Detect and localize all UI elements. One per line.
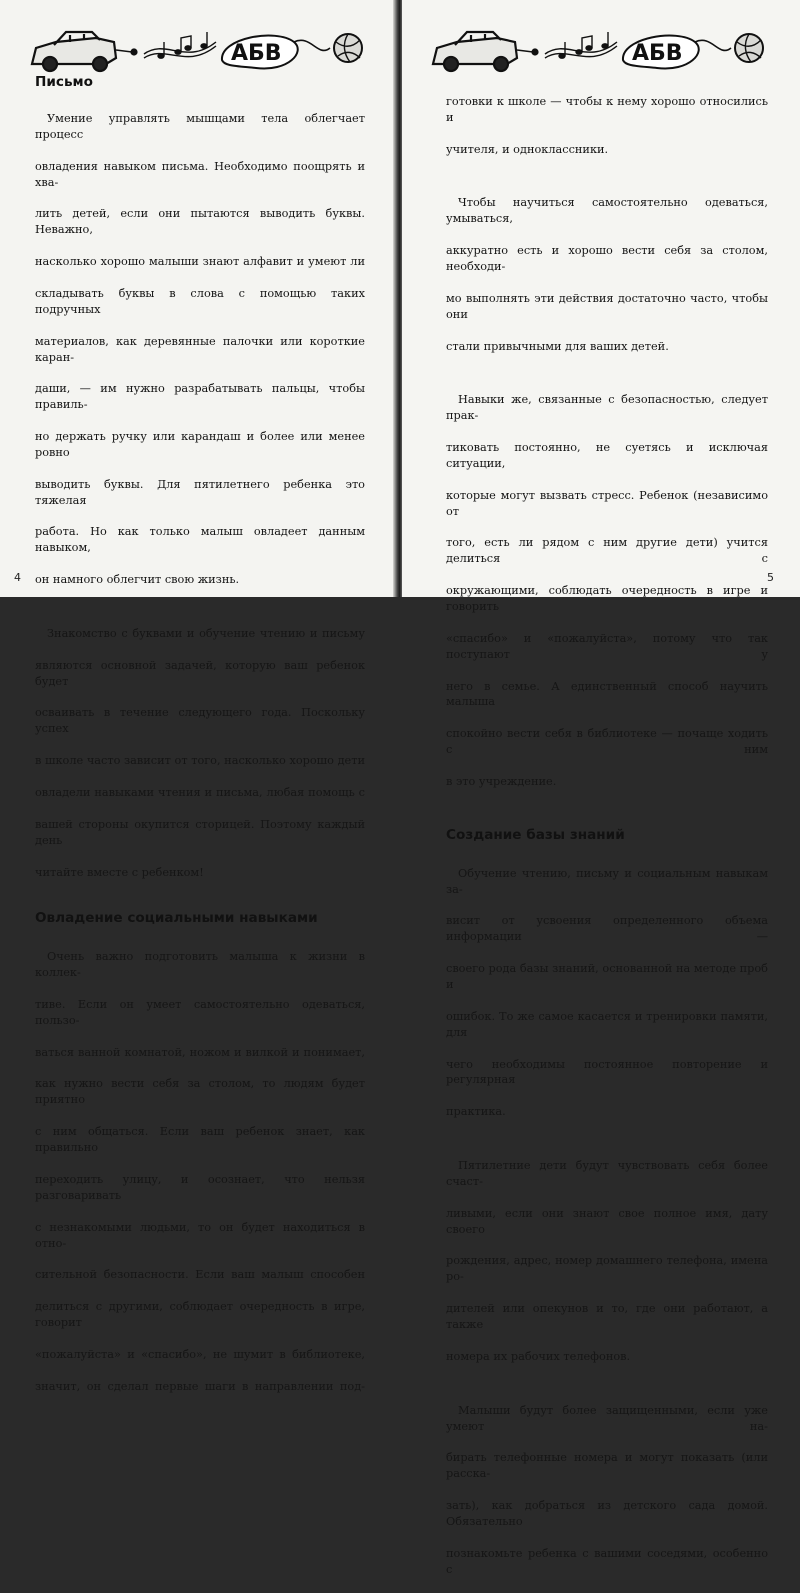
text-line: учителя, и одноклассники.	[446, 142, 609, 156]
svg-text:АБВ: АБВ	[632, 41, 683, 66]
text-line: стали привычными для ваших детей.	[446, 339, 669, 353]
text-line: зать), как добраться из детского сада домой. Обязательно	[446, 1499, 768, 1528]
ball-icon	[735, 34, 763, 62]
left-page	[0, 0, 397, 1393]
text-line: Очень важно подготовить малыша к жизни в коллек-	[35, 950, 365, 980]
text-line: ошибок. То же самое касается и тренировки памяти, для	[446, 1009, 768, 1039]
text-line: в школе часто зависит от того, насколько хорошо дети	[35, 754, 365, 768]
music-notes-icon	[545, 32, 617, 58]
text-line: готовки к школе — чтобы к нему хорошо относились и	[446, 94, 768, 124]
section-heading-social-skills: Овладение социальными навыками	[35, 910, 318, 927]
text-line: Обучение чтению, письму и социальным навыкам за-	[446, 866, 768, 896]
text-line: лить детей, если они пытаются выводить буквы. Неважно,	[35, 207, 365, 237]
text-line: работа. Но как только малыш овладеет данным навыком,	[35, 525, 365, 555]
paragraph	[446, 376, 768, 805]
paragraph	[446, 179, 768, 370]
text-line: Чтобы научиться самостоятельно одеваться, умываться,	[446, 196, 768, 226]
text-line: того, есть ли рядом с ним другие дети) учится делиться с	[446, 536, 768, 566]
text-line: окружающими, соблюдать очередность в игре и говорить	[446, 584, 768, 613]
text-line: чего необходимы постоянное повторение и регулярная	[446, 1057, 768, 1087]
toy-car-icon	[32, 32, 137, 71]
text-line: осваивать в течение следующего года. Поскольку успех	[35, 706, 365, 736]
paragraph	[446, 78, 768, 173]
text-line: Навыки же, связанные с безопасностью, следует прак-	[446, 393, 768, 423]
text-line: тиве. Если он умеет самостоятельно одеваться, пользо-	[35, 997, 365, 1027]
text-line: в это учреждение.	[446, 774, 557, 788]
text-line: насколько хорошо малыши знают алфавит и умеют ли	[35, 255, 365, 269]
text-line: которые могут вызвать стресс. Ребенок (независимо от	[446, 488, 768, 518]
text-line: материалов, как деревянные палочки или короткие каран-	[35, 334, 365, 364]
text-line: аккуратно есть и хорошо вести себя за столом, необходи-	[446, 244, 768, 273]
page-number: 5	[767, 571, 774, 584]
text-line: с ним общаться. Если ваш ребенок знает, как правильно	[35, 1125, 365, 1155]
text-line: висит от усвоения определенного объема информации —	[446, 914, 768, 944]
paragraph	[35, 610, 365, 896]
text-line: даши, — им нужно разрабатывать пальцы, чтобы правиль-	[35, 382, 365, 412]
section-heading-knowledge-base: Создание базы знаний	[446, 826, 625, 843]
toy-car-icon	[433, 32, 538, 71]
paragraph	[35, 95, 365, 604]
text-line: овладения навыком письма. Необходимо поощрять и хва-	[35, 159, 365, 189]
text-line: познакомьте ребенка с вашими соседями, особенно с	[446, 1546, 768, 1576]
text-line: складывать буквы в слова с помощью таких подручных	[35, 286, 365, 316]
text-line: своего рода базы знаний, основанной на методе проб и	[446, 962, 768, 992]
text-line: как нужно вести себя за столом, то людям будет приятно	[35, 1077, 365, 1107]
text-line: ваться ванной комнатой, ножом и вилкой и понимает,	[35, 1045, 365, 1059]
text-line: вашей стороны окупится сторицей. Поэтому каждый день	[35, 817, 365, 847]
text-line: он намного облегчит свою жизнь.	[35, 573, 240, 587]
paragraph	[446, 850, 768, 1136]
text-line: дителей или опекунов и то, где они работают, а также	[446, 1302, 768, 1332]
text-line: практика.	[446, 1105, 506, 1119]
section-heading-writing: Письмо	[35, 74, 94, 90]
header-illustration-left	[26, 18, 366, 78]
text-line: овладели навыками чтения и письма, любая помощь с	[35, 785, 365, 799]
paragraph	[446, 1142, 768, 1381]
header-illustration-right	[427, 18, 767, 78]
abc-letters-icon	[623, 36, 731, 69]
text-line: Знакомство с буквами и обучение чтению и письму	[47, 626, 365, 640]
text-line: мо выполнять эти действия достаточно часто, чтобы они	[446, 291, 768, 321]
text-line: номера их рабочих телефонов.	[446, 1349, 631, 1363]
text-line: переходить улицу, и осознает, что нельзя разговаривать	[35, 1172, 365, 1202]
text-line: делиться с другими, соблюдает очередность в игре, говорит	[35, 1300, 365, 1330]
text-line: него в семье. А единственный способ научить малыша	[446, 679, 768, 709]
text-line: «пожалуйста» и «спасибо», не шумит в библиотеке,	[35, 1347, 365, 1361]
text-line: но держать ручку или карандаш и более или менее ровно	[35, 430, 365, 459]
text-line: выводить буквы. Для пятилетнего ребенка это тяжелая	[35, 477, 365, 507]
text-line: ливыми, если они знают свое полное имя, дату своего	[446, 1206, 768, 1236]
text-line: Малыши будут более защищенными, если уже умеют на-	[446, 1403, 768, 1433]
text-line: Пятилетние дети будут чувствовать себя более счаст-	[446, 1159, 768, 1188]
text-line: спокойно вести себя в библиотеке — почаще ходить с ним	[446, 727, 768, 757]
text-line: тиковать постоянно, не суетясь и исключая ситуации,	[446, 440, 768, 470]
paragraph	[446, 1387, 768, 1593]
right-page-content	[446, 78, 768, 1593]
text-line: являются основной задачей, которую ваш ребенок будет	[35, 658, 365, 688]
text-line: «спасибо» и «пожалуйста», потому что так поступают у	[446, 631, 768, 661]
paragraph	[35, 933, 365, 1410]
text-line: читайте вместе с ребенком!	[35, 865, 204, 879]
page-number: 4	[14, 571, 21, 584]
text-line: сительной безопасности. Если ваш малыш способен	[35, 1268, 365, 1282]
music-notes-icon	[144, 32, 216, 58]
text-line: с незнакомыми людьми, то он будет находиться в отно-	[35, 1220, 365, 1250]
text-line: значит, он сделал первые шаги в направлении под-	[35, 1379, 365, 1393]
svg-text:АБВ: АБВ	[231, 41, 282, 66]
right-page	[402, 0, 800, 1576]
text-line: рождения, адрес, номер домашнего телефона, имена ро-	[446, 1254, 768, 1284]
text-line: Умение управлять мышцами тела облегчает процесс	[35, 111, 365, 141]
ball-icon	[334, 34, 362, 62]
left-page-content	[35, 73, 365, 1411]
abc-letters-icon	[222, 36, 330, 69]
text-line: бирать телефонные номера и могут показать (или расска-	[446, 1451, 768, 1481]
